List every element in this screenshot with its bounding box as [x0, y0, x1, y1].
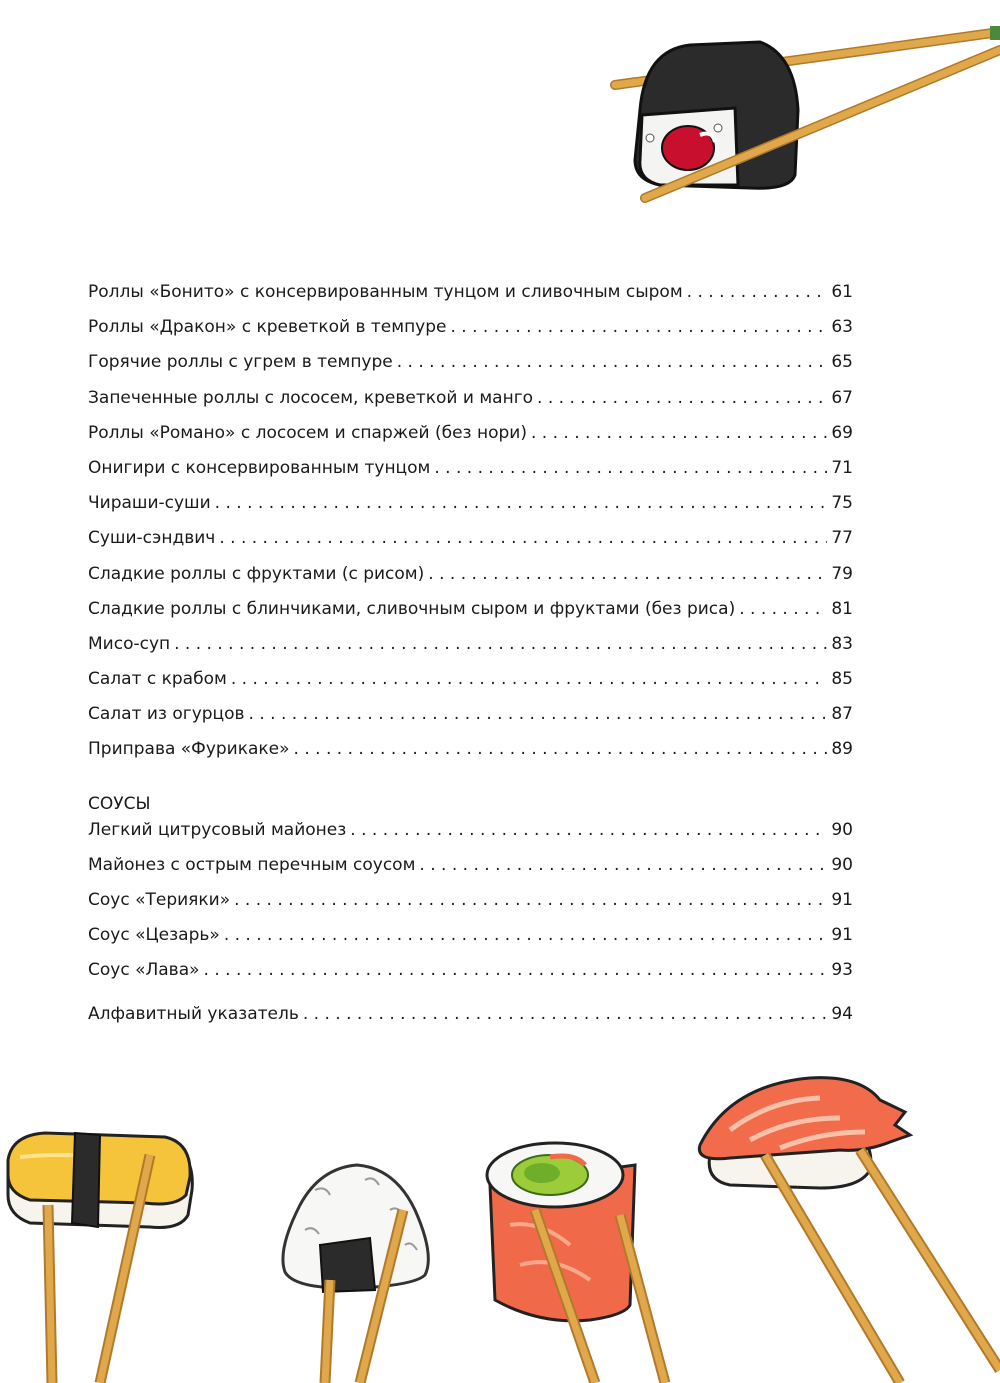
toc-entry[interactable]: Онигири с консервированным тунцом . . . 71	[88, 458, 853, 493]
toc-entry[interactable]: Сладкие роллы с блинчиками, сливочным сыром и фруктами (без риса) . . . 81	[88, 599, 853, 634]
toc-entry[interactable]: Легкий цитрусовый майонез . . . 90	[88, 820, 853, 855]
toc-entry[interactable]: Соус «Цезарь» . . . 91	[88, 925, 853, 960]
toc-entry[interactable]: Роллы «Романо» с лососем и спаржей (без нори) . . . 69	[88, 423, 853, 458]
toc-entry[interactable]: Салат с крабом . . . 85	[88, 669, 853, 704]
toc-entry[interactable]: Соус «Лава» . . . 93	[88, 960, 853, 995]
toc-entry[interactable]: Суши-сэндвич . . . 77	[88, 528, 853, 563]
toc-entry[interactable]: Роллы «Дракон» с креветкой в темпуре . . . 63	[88, 317, 853, 352]
toc-entry-index[interactable]: Алфавитный указатель . . . 94	[88, 1004, 853, 1039]
toc-entry[interactable]: Приправа «Фурикаке» . . . 89	[88, 739, 853, 774]
toc-entry[interactable]: Салат из огурцов . . . 87	[88, 704, 853, 739]
shrimp-nigiri-icon	[690, 1070, 1000, 1383]
toc-entry[interactable]: Сладкие роллы с фруктами (с рисом) . . . 79	[88, 564, 853, 599]
toc-entry[interactable]: Чираши-суши . . . 75	[88, 493, 853, 528]
maki-roll-chopsticks-icon	[600, 20, 1000, 220]
salmon-maki-icon	[480, 1125, 680, 1383]
sauces-heading: СОУСЫ	[88, 793, 151, 814]
toc-entry[interactable]: Горячие роллы с угрем в темпуре . . . 65	[88, 352, 853, 387]
toc-entry[interactable]: Мисо-суп . . . 83	[88, 634, 853, 669]
table-of-contents	[88, 282, 853, 1039]
toc-entry[interactable]: Соус «Терияки» . . . 91	[88, 890, 853, 925]
onigiri-icon	[275, 1160, 440, 1383]
tamago-nigiri-icon	[0, 1115, 200, 1383]
toc-entry[interactable]: Майонез с острым перечным соусом . . . 90	[88, 855, 853, 890]
toc-entry[interactable]: Роллы «Бонито» с консервированным тунцом и сливочным сыром . . . 61	[88, 282, 853, 317]
toc-entry[interactable]: Запеченные роллы с лососем, креветкой и манго . . . 67	[88, 388, 853, 423]
